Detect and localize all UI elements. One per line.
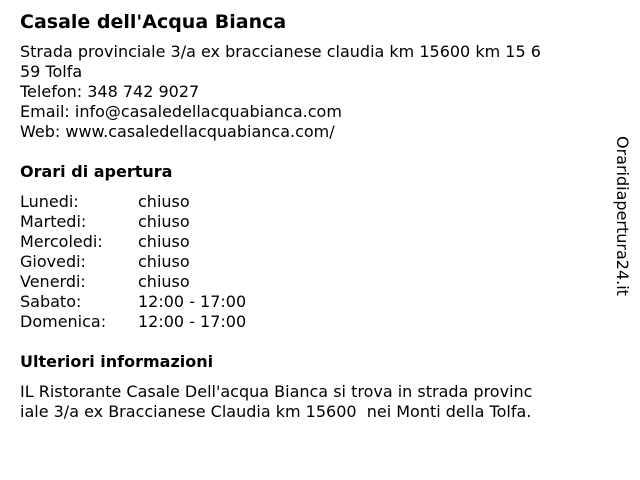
day-label: Lunedi:	[20, 192, 79, 211]
day-label: Martedi:	[20, 212, 87, 231]
day-label: Sabato:	[20, 292, 82, 311]
hours-row-sunday	[20, 312, 592, 332]
hours-row-saturday	[20, 292, 592, 312]
address-line-1: Strada provinciale 3/a ex braccianese claudia km 15600 km 15 6	[20, 42, 541, 61]
hours-row-thursday	[20, 252, 592, 272]
website: Web: www.casaledellacquabianca.com/	[20, 122, 335, 141]
hours-row-tuesday	[20, 212, 592, 232]
day-hours: 12:00 - 17:00	[138, 292, 247, 311]
day-hours: chiuso	[138, 272, 190, 291]
hours-row-friday	[20, 272, 592, 292]
business-name: Casale dell'Acqua Bianca	[20, 11, 287, 33]
hours-heading: Orari di apertura	[20, 162, 173, 181]
day-hours: chiuso	[138, 232, 190, 251]
day-hours: 12:00 - 17:00	[138, 312, 247, 331]
day-label: Mercoledi:	[20, 232, 103, 251]
hours-row-wednesday	[20, 232, 592, 252]
day-label: Domenica:	[20, 312, 107, 331]
day-hours: chiuso	[138, 252, 190, 271]
info-heading: Ulteriori informazioni	[20, 352, 214, 371]
info-text-line-2: iale 3/a ex Braccianese Claudia km 15600 nei Monti della Tolfa.	[20, 402, 532, 421]
day-label: Venerdi:	[20, 272, 86, 291]
hours-row-monday	[20, 192, 592, 212]
address-line-2: 59 Tolfa	[20, 62, 83, 81]
info-text-line-1: IL Ristorante Casale Dell'acqua Bianca si trova in strada provinc	[20, 382, 533, 401]
site-watermark: Oraridiapertura24.it	[613, 136, 632, 296]
email: Email: info@casaledellacquabianca.com	[20, 102, 342, 121]
day-hours: chiuso	[138, 192, 190, 211]
phone: Telefon: 348 742 9027	[20, 82, 200, 101]
day-hours: chiuso	[138, 212, 190, 231]
day-label: Giovedi:	[20, 252, 86, 271]
business-card	[20, 10, 592, 422]
hours-table	[20, 192, 592, 332]
